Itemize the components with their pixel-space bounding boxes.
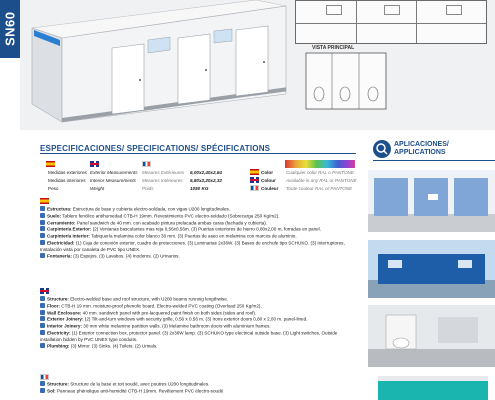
spec-item: Fontanería: (3) Espejos. (3) Lavabos. (4) Inodoros. (2) Urinarios.	[40, 253, 358, 260]
color-label: Colour	[261, 178, 276, 183]
measure-fr: Poids	[142, 186, 154, 191]
spec-item: Plumbing: (3) Mirror. (3) Sinks. (4) Toilets. (2) Urinals.	[40, 343, 358, 350]
measure-value: 6,00x2,40x2,64	[190, 170, 222, 175]
measure-es: Peso	[48, 186, 59, 191]
container-illustration	[28, 0, 290, 132]
applications-divider	[373, 160, 495, 161]
spec-item: Electricity: (1) Exterior connection box, protector panel. (3) 2x36W lamp. (3) SCHUKO type electrical outside base. (3) Light switches, Outside installation hidden by PVC UNEX type conduits.	[40, 330, 338, 342]
measure-fr: Mesures Intérieures	[142, 178, 183, 183]
uk-flag-icon	[250, 177, 259, 183]
floor-plan	[295, 0, 487, 44]
color-label: Color	[261, 170, 273, 175]
spain-flag-icon	[46, 161, 55, 167]
application-photo	[368, 170, 495, 232]
spec-item: Structure: Electro-welded base and roof structure, with U200 beams running lengthwise.	[40, 296, 358, 303]
spec-es-list	[40, 206, 358, 260]
applications-title	[394, 141, 449, 157]
application-photo	[368, 374, 495, 400]
section-divider	[40, 153, 356, 154]
france-flag-icon	[40, 374, 49, 380]
application-photo	[368, 305, 495, 367]
color-value: Toute couleur RAL or PANTONE	[286, 186, 353, 191]
spec-fr-list	[40, 381, 358, 395]
spec-item: Electricidad: (1) Caja de conexión exterior, cuadro de protecciones. (3) Luminarias 2x36W. (3) Bases de enchufe tipo SCHUKO. (3) Interruptores, Instalación vista por canaleta de PVC tipo UNEX.	[40, 240, 345, 252]
measure-value: 1050 KG	[190, 186, 209, 191]
uk-flag-icon	[40, 288, 49, 294]
applications-title-line1: APLICACIONES/	[394, 141, 449, 148]
spec-item: Interior Joinery: 30 mm white melamine partition walls. (3) Melamine bathroom doors with aluminium frames.	[40, 323, 358, 330]
measure-en: Exterior Measurements	[90, 170, 138, 175]
france-flag-icon	[250, 185, 259, 191]
spec-item: Estructura: Estructura de base y cubierta electro-soldada, con vigas U200 longitudinales.	[40, 206, 358, 213]
vista-principal-label: VISTA PRINCIPAL	[312, 45, 355, 51]
measure-es: Medidas exteriores	[48, 170, 87, 175]
spec-item: Carpintería Interior: Tabiquería melamina color blanco 30 mm. (3) Puertas de aseo en melamina con marcos de aluminio.	[40, 233, 358, 240]
color-palette-bar	[285, 160, 355, 168]
spec-item: Exterior Joinery: (2) Tilt-and-turn windows with security grille, 0.56 x 0.56 m. (3) Irons exterior doors 0,80 x 2,00 m. panel-lined.	[40, 316, 358, 323]
color-value: Available in any RAL or PANTONE	[286, 178, 357, 183]
spain-flag-icon	[250, 169, 259, 175]
uk-flag-icon	[90, 161, 99, 167]
france-flag-icon	[142, 161, 151, 167]
spec-item: Carpintería Exterior: (2) Ventanas basculantes mas reja 0,56x0,56m. (3) Puertas exteriores de hierro 0,80x2,00 m, forradas en panel.	[40, 226, 358, 233]
applications-icon	[373, 140, 391, 158]
measure-es: Medidas interiores	[48, 178, 86, 183]
measure-fr: Mesures Extérieures	[142, 170, 185, 175]
spec-item: Floor: CTB-H 19 mm. moisture-proof phenolic board. Electro-welded PVC coating (Overload 250 Kg/m2).	[40, 303, 358, 310]
color-label: Couleur	[261, 186, 279, 191]
applications-title-line2: APPLICATIONS	[394, 149, 446, 156]
front-view-drawing	[305, 52, 387, 110]
measure-en: Weight	[90, 186, 105, 191]
measure-value: 5,80x2,20x2,32	[190, 178, 222, 183]
color-value: Cualquier color RAL o PANTONE	[286, 170, 354, 175]
measure-en: Interior Measurements	[90, 178, 136, 183]
spec-item: Sol: Panneau phénolique anti-humidité CTB-H 19mm. Revêtement PVC électro-soudé	[40, 388, 358, 395]
spec-item: Suelo: Tablero fenólico antihumedad CTB-H 19mm. Revestimiento PVC electro-soldado (Sobrecarga 250 Kg/m2).	[40, 213, 358, 220]
spain-flag-icon	[40, 198, 49, 204]
application-photo	[368, 240, 495, 298]
spec-en-list	[40, 296, 358, 350]
specifications-title: ESPECIFICACIONES/ SPECIFICATIONS/ SPÉCIFICATIONS	[40, 144, 271, 153]
spec-item: Structure: Structure de la base et toit soudé, avec poutres U200 longitudinales.	[40, 381, 358, 388]
spec-item: Cerramiento: Panel sandwich de 40 mm. con acabado pintura prelacada ambas caras (fachada y cubierta).	[40, 220, 358, 227]
spec-item: Wall Enclosure: 40 mm. sandwich panel with pre-lacquered paint finish on both sides (sides and roof).	[40, 310, 358, 317]
product-code-tab: SN60	[0, 0, 20, 58]
